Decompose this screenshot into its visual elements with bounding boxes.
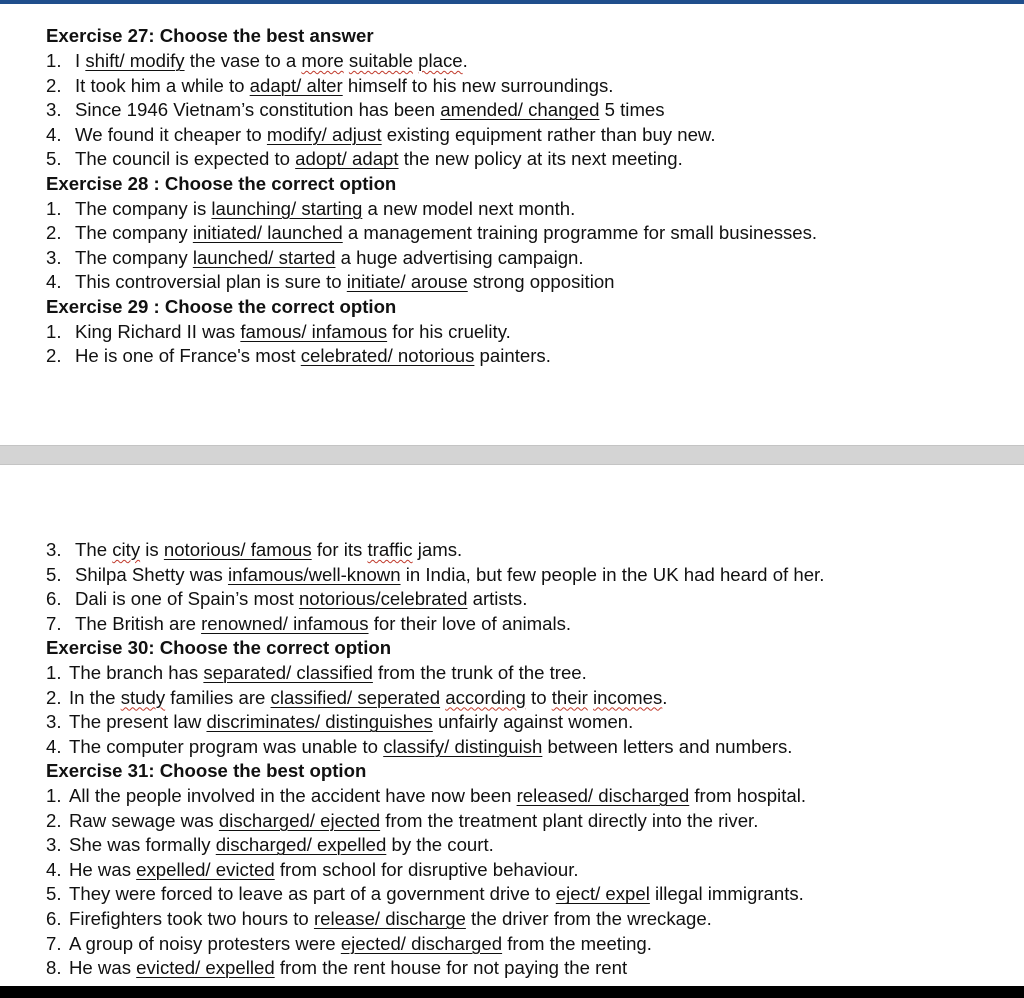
- answer-options: shift/ modify: [85, 50, 185, 71]
- spellcheck-flag: study: [120, 686, 166, 708]
- answer-options: celebrated/ notorious: [300, 345, 475, 367]
- answer-options: eject/ expel: [555, 883, 650, 905]
- answer-options: launched/ started: [192, 246, 336, 268]
- page-break: [0, 445, 1024, 465]
- spellcheck-flag: suitable: [348, 50, 413, 71]
- exercise-27-heading: Exercise 27: Choose the best answer: [46, 25, 374, 46]
- answer-options: adopt/ adapt: [295, 148, 399, 170]
- answer-options: expelled/ evicted: [136, 858, 275, 880]
- answer-options: discharged/ expelled: [215, 834, 387, 856]
- answer-options: initiated/ launched: [192, 222, 343, 244]
- answer-options: separated/ classified: [203, 662, 373, 683]
- spellcheck-flag: more: [301, 50, 344, 71]
- spellcheck-flag: their: [551, 686, 588, 708]
- answer-options: notorious/ famous: [163, 539, 312, 560]
- window-bottom-bar: [0, 986, 1024, 998]
- answer-options: classified/ seperated: [270, 686, 441, 708]
- answer-options: classify/ distinguish: [383, 735, 543, 757]
- spellcheck-flag: place: [418, 50, 463, 71]
- answer-options: infamous/well-known: [227, 563, 401, 585]
- answer-options: renowned/ infamous: [201, 612, 369, 634]
- answer-options: release/ discharge: [313, 908, 466, 929]
- exercise-31-heading: Exercise 31: Choose the best option: [46, 760, 367, 782]
- answer-options: ejected/ discharged: [340, 932, 503, 954]
- answer-options: discharged/ ejected: [218, 809, 381, 831]
- spellcheck-flag: traffic: [367, 539, 413, 560]
- answer-options: launching/ starting: [211, 197, 363, 219]
- exercise-29-heading: Exercise 29 : Choose the correct option: [46, 296, 397, 317]
- answer-options: amended/ changed: [440, 99, 600, 121]
- document-page-1: Exercise 27: Choose the best answer 1. I shift/ modify the vase to a more suitable place. 2. It took him a while to adapt/ alter himself to his new surroundings. 3. Since 1946 Vietnam’s constitution has been amended/ changed 5 times 4. We found it cheaper to modify/ adjust existing equipment rather than buy new. 5. The council is expected to adopt/ adapt the new policy at its next meeting. Exercise 28 : Choose the correct option 1. The company is launching/ starting a new model next month. 2. The company initiated/ launched a management training programme for small businesses. 3. The company launched/ started a huge advertising campaign. 4. This controversial plan is sure to initiate/ arouse strong opposition Exercise 29 : Choose the correct option 1. King Richard II was famous/ infamous for his cruelity. 2. He is one of France's most celebrated/ notorious painters.: [0, 4, 1024, 445]
- answer-options: modify/ adjust: [266, 123, 382, 145]
- answer-options: famous/ infamous: [240, 320, 388, 342]
- exercise-28-heading: Exercise 28 : Choose the correct option: [46, 173, 397, 194]
- spellcheck-flag: according: [445, 686, 526, 708]
- exercise-30-heading: Exercise 30: Choose the correct option: [46, 637, 392, 659]
- spellcheck-flag: city: [112, 539, 141, 560]
- answer-options: adapt/ alter: [249, 74, 343, 96]
- answer-options: released/ discharged: [516, 785, 690, 806]
- answer-options: discriminates/ distinguishes: [206, 711, 433, 733]
- answer-options: evicted/ expelled: [136, 957, 275, 979]
- answer-options: notorious/celebrated: [298, 588, 468, 610]
- document-page-2: 3. The city is notorious/ famous for its traffic jams. 5. Shilpa Shetty was infamous/well-known in India, but few people in the UK had heard of her. 6. Dali is one of Spain’s most notorious/celebrated artists. 7. The British are renowned/ infamous for their love of animals. Exercise 30: Choose the correct option 1. The branch has separated/ classified from the trunk of the tree. 2. In the study families are classified/ seperated according to their incomes. 3. The present law discriminates/ distinguishes unfairly against women. 4. The computer program was unable to classify/ distinguish between letters and numbers. Exercise 31: Choose the best option 1. All the people involved in the accident have now been released/ discharged from hospital. 2. Raw sewage was discharged/ ejected from the treatment plant directly into the river. 3. She was formally discharged/ expelled by the court. 4. He was expelled/ evicted from school for disruptive behaviour. 5. They were forced to leave as part of a government drive to eject/ expel illegal immigrants. 6. Firefighters took two hours to release/ discharge the driver from the wreckage. 7. A group of noisy protesters were ejected/ discharged from the meeting. 8. He was evicted/ expelled from the rent house for not paying the rent: [0, 465, 1024, 986]
- spellcheck-flag: incomes: [593, 686, 663, 708]
- answer-options: initiate/ arouse: [346, 271, 468, 293]
